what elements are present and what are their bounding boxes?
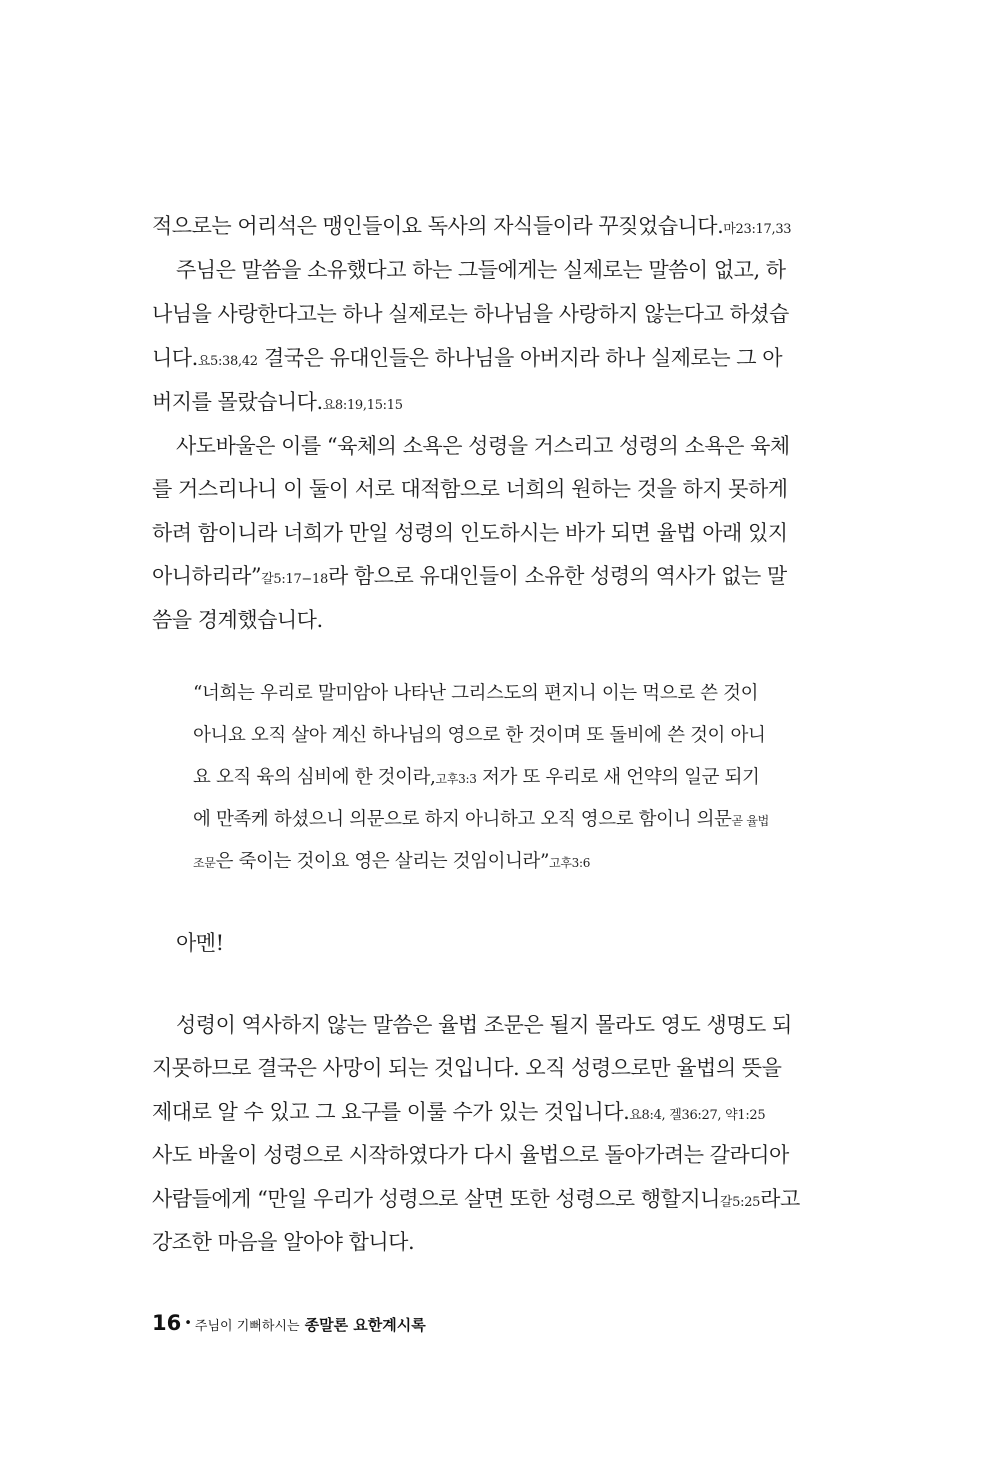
scripture-reference: 곧 율법: [731, 814, 769, 828]
scripture-reference: 요8:19,15:15: [322, 398, 403, 413]
text-line: [152, 1015, 792, 1036]
text-run: 버지를 몰랐습니다.: [152, 390, 323, 414]
text-run: 라 함으로 유대인들이 소유한 성령의 역사가 없는 말: [327, 564, 787, 588]
text-line: [152, 260, 786, 281]
text-run: 라고: [760, 1187, 800, 1211]
text-run: 사도바울은 이를 “육체의 소욕은 성령을 거스리고 성령의 소욕은 육체: [176, 434, 790, 458]
text-run: 성령이 역사하지 않는 말씀은 율법 조문은 될지 몰라도 영도 생명도 되: [176, 1013, 792, 1037]
scripture-reference: 요5:38,42: [197, 354, 258, 369]
scripture-reference: 요8:4, 겔36:27, 약1:25: [629, 1108, 766, 1123]
text-run: 요 오직 육의 심비에 한 것이라,: [193, 767, 436, 788]
text-run: 강조한 마음을 알아야 합니다.: [152, 1230, 415, 1254]
page-number: 16: [152, 1311, 182, 1335]
text-run: “너희는 우리로 말미암아 나타난 그리스도의 편지니 이는 먹으로 쓴 것이: [193, 683, 759, 704]
text-run: 제대로 알 수 있고 그 요구를 이룰 수가 있는 것입니다.: [152, 1100, 630, 1124]
quote-line: [193, 685, 758, 704]
text-run: 하려 함이니라 너희가 만일 성령의 인도하시는 바가 되면 율법 아래 있지: [152, 521, 788, 545]
text-run: 적으로는 어리석은 맹인들이요 독사의 자식들이라 꾸짖었습니다.: [152, 214, 724, 238]
text-run: 나님을 사랑한다고는 하나 실제로는 하나님을 사랑하지 않는다고 하셨습: [152, 302, 789, 326]
text-run: 지못하므로 결국은 사망이 되는 것입니다. 오직 성령으로만 율법의 뜻을: [152, 1056, 782, 1080]
quote-line: [193, 727, 765, 746]
text-line: [152, 1102, 765, 1123]
book-subtitle: 주님이 기뻐하시는: [194, 1319, 300, 1334]
scripture-reference: 마23:17,33: [723, 222, 792, 237]
text-run: 아니요 오직 살아 계신 하나님의 영으로 한 것이며 또 돌비에 쓴 것이 아니: [193, 725, 766, 746]
quote-line: [193, 853, 590, 872]
text-line: [152, 348, 782, 369]
text-line: [152, 523, 788, 544]
quote-line: [193, 811, 769, 830]
text-line: [152, 304, 789, 325]
text-line: [152, 933, 224, 954]
scripture-reference: 갈5:17−18: [261, 572, 328, 587]
scripture-reference: 고후3:3: [435, 772, 477, 786]
text-line: [152, 566, 787, 587]
text-run: 에 만족케 하셨으니 의문으로 하지 아니하고 오직 영으로 함이니 의문: [193, 809, 732, 830]
text-run: 사도 바울이 성령으로 시작하였다가 다시 율법으로 돌아가려는 갈라디아: [152, 1143, 789, 1167]
text-line: [152, 1145, 789, 1166]
scripture-reference: 갈5:25: [719, 1195, 761, 1210]
text-line: [152, 436, 790, 457]
scripture-reference: 고후3:6: [549, 856, 591, 870]
text-run: 를 거스리나니 이 둘이 서로 대적함으로 너희의 원하는 것을 하지 못하게: [152, 477, 788, 501]
footer-bullet: •: [184, 1316, 192, 1331]
text-run: 저가 또 우리로 새 언약의 일군 되기: [476, 767, 760, 788]
book-title: 종말론 요한계시록: [304, 1316, 426, 1334]
text-run: 사람들에게 “만일 우리가 성령으로 살면 또한 성령으로 행할지니: [152, 1187, 720, 1211]
quote-line: [193, 769, 760, 788]
text-line: [152, 1058, 781, 1079]
text-run: 주님은 말씀을 소유했다고 하는 그들에게는 실제로는 말씀이 없고, 하: [176, 258, 786, 282]
text-run: 은 죽이는 것이요 영은 살리는 것임이니라”: [215, 851, 550, 872]
text-run: 아멘!: [176, 931, 224, 955]
page-footer: [152, 1311, 426, 1335]
text-line: [152, 479, 788, 500]
text-line: [152, 392, 403, 413]
text-line: [152, 610, 323, 631]
text-run: 씀을 경계했습니다.: [152, 608, 323, 632]
text-line: [152, 1189, 800, 1210]
scripture-reference: 조문: [193, 856, 216, 870]
text-run: 니다.: [152, 346, 198, 370]
text-run: 결국은 유대인들은 하나님을 아버지라 하나 실제로는 그 아: [257, 346, 783, 370]
text-run: 아니하리라”: [152, 564, 262, 588]
text-line: [152, 1232, 414, 1253]
text-line: [152, 216, 791, 237]
